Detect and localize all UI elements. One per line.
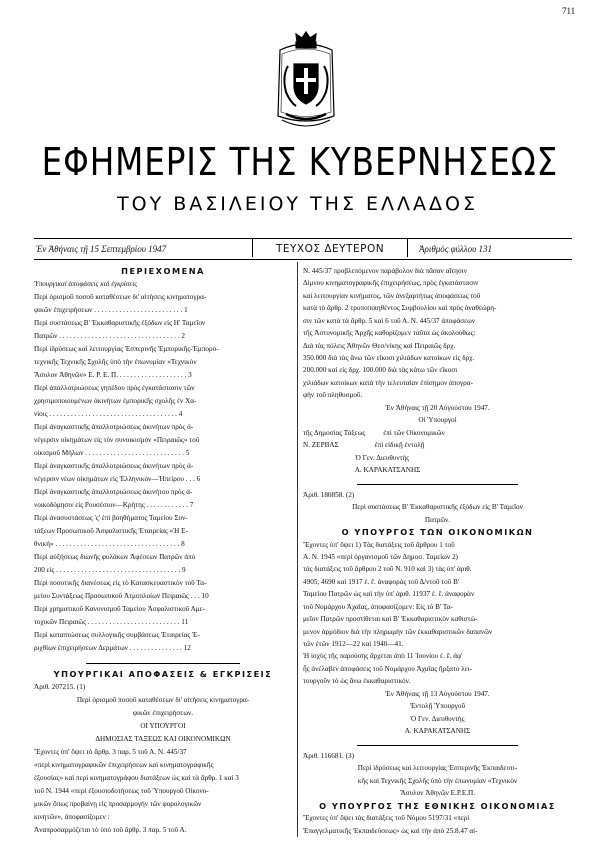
text-line: Ἔχοντες ὑπ' ὄψει 1) Τὰς διατάξεις τοῦ ἄρθρου 1 τοῦ <box>303 540 455 549</box>
newspaper-title: ΕΦΗΜΕΡΙΣ ΤΗΣ ΚΥΒΕΡΝΗΣΕΩΣ <box>41 140 559 184</box>
text-line: φικῶν ἐπιχειρήσεων. <box>132 709 194 717</box>
section-heading: Ο ΥΠΟΥΡΓΟΣ ΤΗΣ ΕΘΝΙΚΗΣ ΟΙΚΟΝΟΜΙΑΣ <box>319 800 556 811</box>
text-line: τοῦ Νομάρχου Ἀχαΐας, ἀποφασίζομεν: Εἰς τὸ Β' Τα- <box>303 602 453 611</box>
text-line: Α. Ν. 1945 «περὶ ὀργανισμοῦ τῶν Δημοσ. Ταμείων 2) <box>303 553 458 561</box>
text-line: Περὶ ἀπαλλοτριώσεως γηπέδου πρὸς ἐγκατάστασιν τῶν <box>34 384 195 392</box>
text-line: τῶν ἐτῶν 1912—22 καὶ 1940—41. <box>303 640 404 649</box>
text-line: ἐξουσίας» καὶ περὶ κινηματογράφου διατάξεων ὡς καὶ τὰ ἄρθρ. 1 καὶ 3 <box>34 774 239 782</box>
text-line: ριχθίων ἐπιχειρήσεων Δερμάτων . . . . . . . . . . . . . . . 12 <box>34 644 191 652</box>
text-line: Ἐν Ἀθήναις τῇ 20 Αὐγούστου 1947. <box>385 403 490 412</box>
text-line: ΔΗΜΟΣΙΑΣ ΤΑΞΕΩΣ ΚΑΙ ΟΙΚΟΝΟΜΙΚΩΝ <box>95 735 231 743</box>
text-line: Α. ΚΑΡΑΚΑΤΣΑΝΗΣ <box>404 727 471 736</box>
text-line: Περὶ ἀνασυστάσεως 'ς' ἐπὶ βοηθήματος Ταμείου Συν- <box>34 514 188 522</box>
text-line: Περὶ ὁρισμοῦ ποσοῦ καταθέσεων δι' αἰτήσεις κινηματογρα- <box>76 696 250 704</box>
issue-bar <box>34 238 572 260</box>
text-line: κατὰ τὸ ἄρθρ. 2 τροποποιηθέντος Συμβουλίου καὶ πρὸς ἀναθεώρη- <box>303 304 497 313</box>
text-line: 350.000 διὰ τὰς ἄνω τῶν εἴκοσι χιλιάδων κατοίκων εἰς δρχ. <box>303 354 475 363</box>
text-line: Ἄσυλον Ἀθηνῶν Ε.Ρ.Ε.Π. <box>399 789 476 798</box>
text-line: τοῦ Ν. 1944 «περὶ ἐξουσιοδοτήσεως τοῦ Ὑπουργοῦ Οἰκονο- <box>34 787 209 795</box>
royal-coat-of-arms-icon <box>268 28 344 132</box>
text-line: Ταμείου Πατρῶν ὡς καὶ τὴν ὑπ' ἀριθ. 11937 ἐ. ἔ. ἀναφορὰν <box>303 590 475 599</box>
text-line: Περὶ συστάσεως Β' Ἐκκαθαριστικῆς ἐξόδων εἰς Η' Ταμεῖον <box>34 319 206 327</box>
text-line: Ἄσυλον Ἀθηνῶν» Ε. Ρ. Ε. Π. . . . . . . . . . . . . . . . . . . . 3 <box>34 371 192 379</box>
section-rule <box>357 484 518 485</box>
text-line: Ἀριθ. 180858. (2) <box>303 490 355 499</box>
text-line: Περὶ ἀναγκαστικῆς ἀπαλλοτριώσεως ἀκινήτων πρὸς ἀ- <box>34 462 194 470</box>
text-line: χρησιμοποιουμένων ἀκινήτων ἐμπορικῆς σχολῆς ἐν Χα- <box>34 397 197 405</box>
text-line: τῆς Δημοσίας Τάξεως ἐπὶ τῶν Οἰκονομικῶν <box>303 428 445 437</box>
text-line: Ἀριθ. 116681. (3) <box>303 751 355 760</box>
issue-volume: ΤΕΥΧΟΣ ΔΕΥΤΕΡΟΝ <box>252 239 408 257</box>
text-line: κινητῶν», ἀποφασίζομεν : <box>34 813 110 821</box>
text-line: Περὶ ἀναγκαστικῆς ἀπαλλοτριώσεως ἀκινήτου πρὸς ἀ- <box>34 488 193 496</box>
text-line: κῆς καὶ Τεχνικῆς Σχολῆς ὑπὸ τὴν ἐπωνυμίαν «Τεχνικὸν <box>357 776 518 785</box>
issue-date: Ἐν Ἀθήναις τῇ 15 Σεπτεμβρίου 1947 <box>36 244 167 254</box>
text-line: Περὶ συστάσεως Β' Ἐκκαθαριστικῆς ἐξόδων εἰς Β' Ταμεῖον <box>352 503 523 512</box>
text-line: νοικοδόμησιν εἰς Ρουσέσιον—Κρήτης . . . . . . . . . . . . 7 <box>34 501 194 509</box>
text-line: Ν. ΖΕΡΒΑΣ ἐπὶ εἰδικῇ ἐντολῇ <box>303 441 425 450</box>
text-line: μεῖον Πατρῶν προστίθεται καὶ Β' Ἐκκαθαριστικὸν καθιστώ- <box>303 615 478 624</box>
text-line: τουργοῦν τὸ ὡς ἄνω ἐκκαθαριστικόν. <box>303 677 411 686</box>
text-line: χιλιάδων κατοίκων κατὰ τὴν τελευταίαν ἐπίσημον ἀπογρα- <box>303 378 473 387</box>
text-line: Ἔχοντες ὑπ' ὄψει τὰς διατάξεις τοῦ Νόμου 5197/31 «περὶ <box>303 814 470 823</box>
text-line: Πατρῶν . . . . . . . . . . . . . . . . . . . . . . . . . . . . . . . . . . 2 <box>34 332 185 340</box>
text-line: τάξεων Προσωπικοῦ Ἀσφαλιστικῆς Ἑταιρείας «Ἡ Ε- <box>34 527 188 535</box>
text-line: μενον ἁρμόδιον διὰ τὴν πληρωμὴν τῶν ἐκκαθαριστικῶν δαπανῶν <box>303 627 493 636</box>
text-line: νέγερσιν νέων οἰκημάτων εἰς Ἑλληνικὸν—Ἠπείρου . . . 6 <box>34 475 201 483</box>
text-line: σιν τῶν κατὰ τὰ ἄρθρ. 5 καὶ 6 τοῦ Α. Ν. 445/37 ἀποφάσεων <box>303 316 476 325</box>
text-line: φικῶν ἐπιχειρήσεων . . . . . . . . . . . . . . . . . . . . . . . . . 1 <box>34 306 188 314</box>
text-line: Οἱ Ὑπουργοί <box>418 416 457 425</box>
section-rule <box>357 745 518 746</box>
text-line: μικῶν ὅπως προβαίνῃ εἰς προσαρμογὴν τῶν φορολογικῶν <box>34 800 202 808</box>
text-line: νέγερσιν οἰκημάτων εἰς τὸν συνοικισμὸν «Πειραιῶς» τοῦ <box>34 436 200 444</box>
text-line: Ὁ Γεν. Διευθυντὴς <box>410 714 465 723</box>
text-line: Πατρῶν. <box>424 515 451 524</box>
text-line: Ἀριθ. 207215. (1) <box>34 683 86 691</box>
section-heading: ΠΕΡΙΕΧΟΜΕΝΑ <box>121 266 205 276</box>
section-rule <box>86 663 241 664</box>
text-line: τὰς διατάξεις τοῦ ἄρθρου 2 τοῦ Ν. 910 καὶ 3) τὰς ὑπ' ἀριθ. <box>303 565 472 574</box>
text-line: Περὶ ποσοτικῆς διανέσεως εἰς τὸ Κατασκευαστικὸν τοῦ Τα- <box>34 579 207 587</box>
text-line: φὴν τοῦ πληθυσμοῦ. <box>303 391 363 400</box>
text-line: 200 εἰς . . . . . . . . . . . . . . . . . . . . . . . . . . . . . . . . . . . 9 <box>34 566 186 574</box>
text-line: Περὶ χρηματικοῦ Κανονισμοῦ Ταμείου Ἀσφαλιστικοῦ Αμε- <box>34 605 206 613</box>
text-line: τοχικῶν Πειραιῶς . . . . . . . . . . . . . . . . . . . . . . . . . . 11 <box>34 618 189 626</box>
right-column <box>303 266 572 838</box>
text-line: Ἐν Ἀθήναις τῇ 13 Αὐγούστου 1947. <box>385 689 490 698</box>
column-divider <box>297 262 298 837</box>
text-line: Ἀναπροσαρμόζεται τὸ ὑπὸ τοῦ ἄρθρ. 3 παρ. 5 τοῦ Α. <box>34 826 187 834</box>
text-line: Ἐπαγγελματικῆς Ἐκπαιδεύσεως» ὡς καὶ τὴν ἀπὸ 25.8.47 αἰ- <box>303 826 478 835</box>
text-line: Ἐντολῇ Ὑπουργοῦ <box>409 702 466 711</box>
text-line: Α. ΚΑΡΑΚΑΤΣΑΝΗΣ <box>303 465 421 474</box>
text-line: ΟΙ ΥΠΟΥΡΓΟΙ <box>140 722 186 730</box>
text-line: Περὶ ἱδρύσεως καὶ λειτουργίας Ἑσπερινῆς Ἐκπαιδευτι- <box>357 764 518 773</box>
text-line: Ἔχοντες ὑπ' ὄψει τὸ ἄρθρ. 3 παρ. 5 τοῦ Α. Ν. 445/37 <box>34 748 187 756</box>
text-line: Περὶ καταπτώσεως συλλογικῆς συμβάσεως Ἑταιρείας Ἐ- <box>34 631 200 639</box>
text-line: καὶ λειτουργίαν κινήματος, τῶν ἀνεξαρτήτως ἀποφάσεως τοῦ <box>303 291 481 300</box>
text-line: 4905, 4690 καὶ 1917 ἐ. ἔ. ἀναφορὰς τοῦ Δ/ντοῦ τοῦ Β' <box>303 577 460 586</box>
text-line: ἧς ἀνέλαβεν ἀποφάσεις τοῦ Νομάρχου Ἀχαΐας ἤρξατο λει- <box>303 664 473 673</box>
text-line: θνική» . . . . . . . . . . . . . . . . . . . . . . . . . . . . . . . . . . . 8 <box>34 540 185 548</box>
text-line: μείου Συντάξεως Προσωπικοῦ Ἀτμοπλοίων Πειραιῶς . . . 10 <box>34 592 209 600</box>
left-column <box>34 266 292 838</box>
text-line: Ὑπουργικαὶ ἀποφάσεις καὶ ἐγκρίσεις <box>34 280 138 288</box>
text-line: «περὶ κινηματογραφικῶν ἐπιχειρήσεων καὶ κινηματογραφικῆς <box>34 761 214 769</box>
text-line: Ἡ ἰσχὺς τῆς παρούσης ἄρχεται ἀπὸ 11 Ἰουνίου ἐ. ἔ. ἀφ' <box>303 652 463 661</box>
text-line: Περὶ ἀναγκαστικῆς ἀπαλλοτριώσεως ἀκινήτων πρὸς ἀ- <box>34 423 194 431</box>
section-heading: ΥΠΟΥΡΓΙΚΑΙ ΑΠΟΦΑΣΕΙΣ & ΕΓΚΡΙΣΕΙΣ <box>53 669 273 679</box>
text-line: 200.000 καὶ εἰς δρχ. 100.000 διὰ τὰς κάτω τῶν εἴκοσι <box>303 366 458 375</box>
text-line: Περὶ ἱδρύσεως καὶ λειτουργίας Ἑσπερινῆς Ἐμπορικῆς-Ἐμπορο- <box>34 345 219 353</box>
text-line: οἰκισμοῦ Μήλων . . . . . . . . . . . . . . . . . . . . . . . . . . . . 5 <box>34 449 190 457</box>
text-line: Ν. 445/37 προβλεπόμενον παράβολον διὰ πᾶσαν αἴτησιν <box>303 267 467 275</box>
text-line: Περὶ ὁρισμοῦ ποσοῦ καταθέσεων δι' αἰτήσεις κινηματογρα- <box>34 293 207 301</box>
issue-sheet-number: Ἀριθμὸς φύλλου 131 <box>419 244 492 254</box>
newspaper-subtitle: ΤΟΥ ΒΑΣΙΛΕΙΟΥ ΤΗΣ ΕΛΛΑΔΟΣ <box>117 193 478 215</box>
section-heading: Ο ΥΠΟΥΡΓΟΣ ΤΩΝ ΟΙΚΟΝΟΜΙΚΩΝ <box>341 527 534 538</box>
text-line: τεχνικῆς Τεχνικῆς Σχολῆς ὑπὸ τὴν ἐπωνυμίαν «Τεχνικὸν <box>34 358 197 366</box>
text-line: Περὶ αὐξήσεως διωνῆς φυλάκων Ἀφέσεων Πατρῶν ἀπὸ <box>34 553 196 561</box>
text-line: νίοις . . . . . . . . . . . . . . . . . . . . . . . . . . . . . . . . . . . . 4 <box>34 410 183 418</box>
text-line: Δίμνου κινηματογραφικῆς ἐπιχειρήσεως, πρὸς ἐγκατάστασιν <box>303 279 479 288</box>
text-line: τῆς Ἀστυνομικῆς Ἀρχῆς καθορίζομεν ταῦτα ὡς ἀκολούθως: <box>303 329 476 338</box>
page-number: 711 <box>562 6 576 16</box>
text-line: Ὁ Γεν. Διευθυντὴς <box>303 453 410 462</box>
text-line: Διὰ τὰς πόλεις Ἀθηνῶν Θεσ/νίκης καὶ Πειραιῶς δρχ. <box>303 341 456 350</box>
